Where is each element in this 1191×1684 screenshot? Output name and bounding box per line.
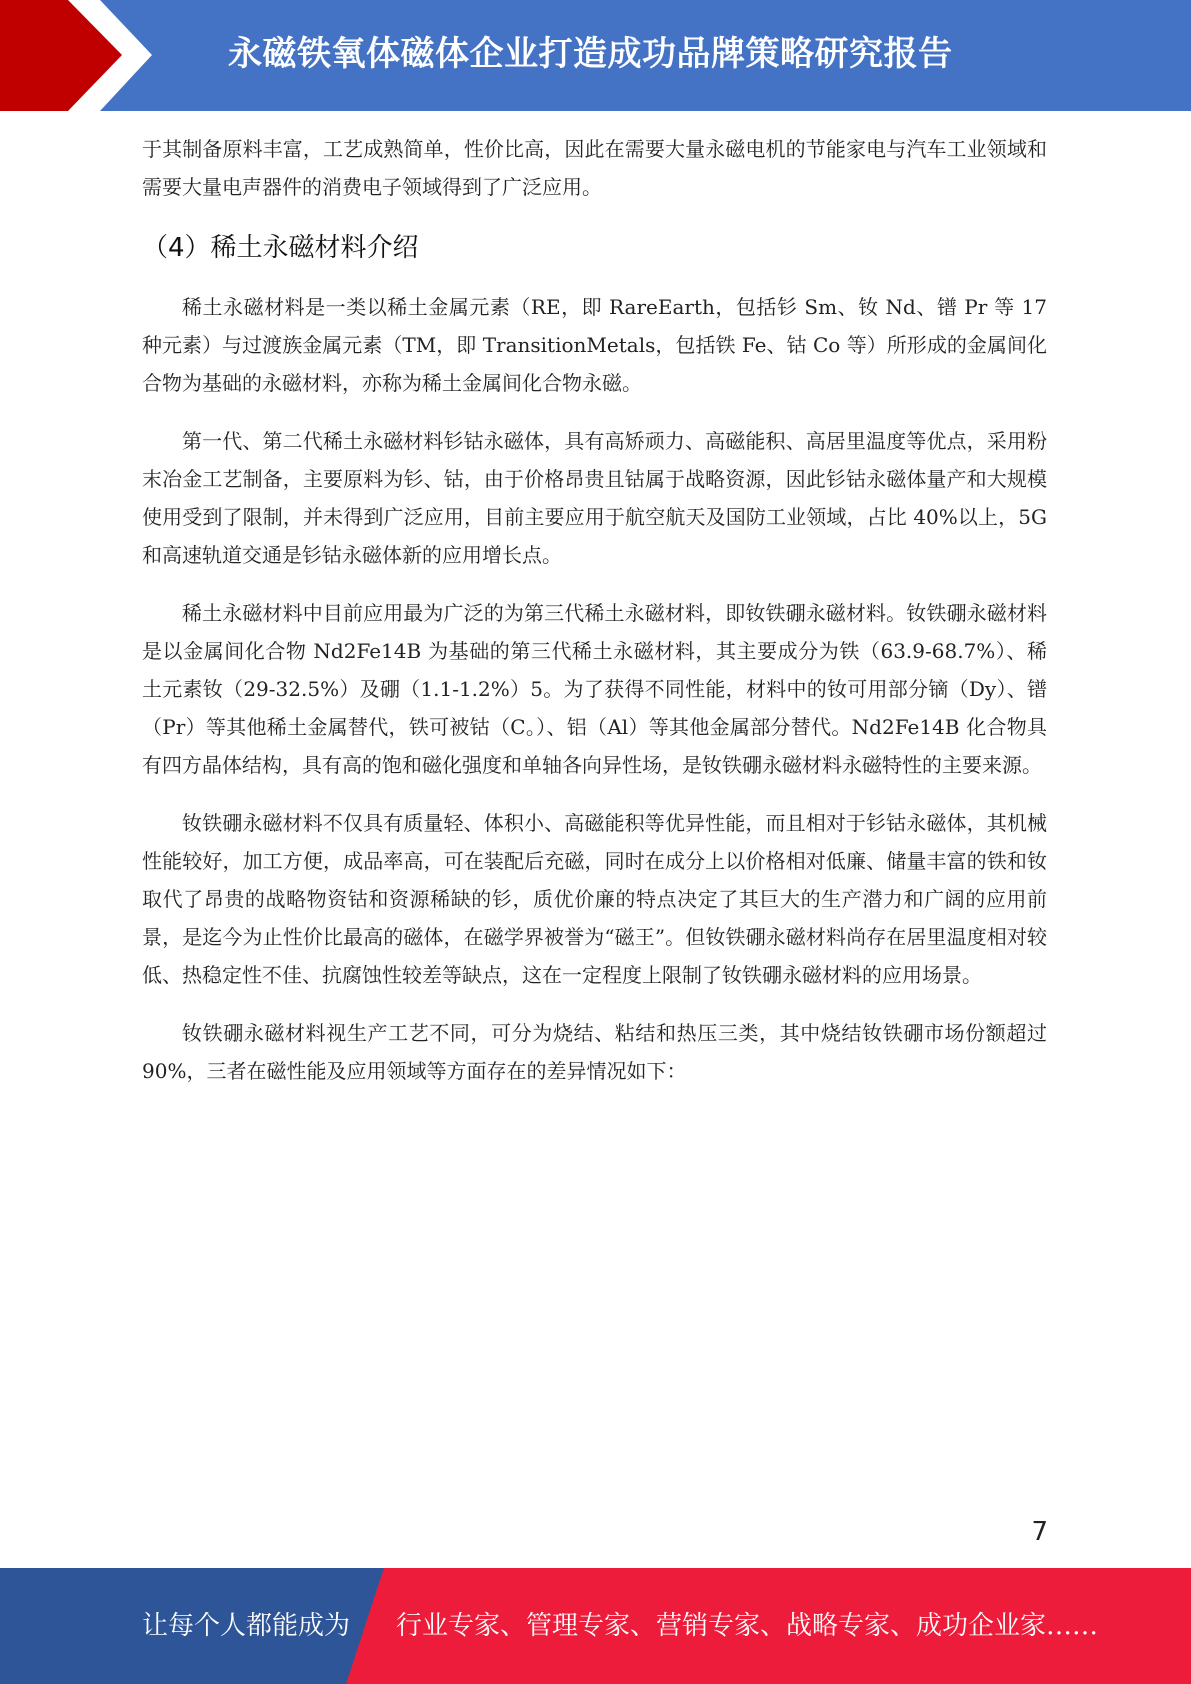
header-banner	[0, 0, 1191, 111]
paragraph-ndfeb-composition: 稀土永磁材料中目前应用最为广泛的为第三代稀土永磁材料，即钕铁硼永磁材料。钕铁硼永磁材料是以金属间化合物 Nd2Fe14B 为基础的第三代稀土永磁材料，其主要成分为铁（63.9-68.7%）、稀土元素钕（29-32.5%）及硼（1.1-1.2%）5。为了获得不同性能，材料中的钕可用部分镝（Dy）、镨（Pr）等其他稀土金属替代，铁可被钴（C。）、铝（Al）等其他金属部分替代。Nd2Fe14B 化合物具有四方晶体结构，具有高的饱和磁化强度和单轴各向异性场，是钕铁硼永磁材料永磁特性的主要来源。	[142, 601, 1047, 777]
footer-banner	[0, 1568, 1191, 1684]
paragraph-rare-earth-definition: 稀土永磁材料是一类以稀土金属元素（RE，即 RareEarth，包括钐 Sm、钕 Nd、镨 Pr 等 17 种元素）与过渡族金属元素（TM，即 TransitionMetals，包括铁 Fe、钴 Co 等）所形成的金属间化合物为基础的永磁材料，亦称为稀土金属间化合物永磁。	[142, 295, 1047, 395]
paragraph-ndfeb-process-types: 钕铁硼永磁材料视生产工艺不同，可分为烧结、粘结和热压三类，其中烧结钕铁硼市场份额超过 90%，三者在磁性能及应用领域等方面存在的差异情况如下：	[142, 1021, 1047, 1083]
page-number: 7	[1031, 1517, 1048, 1547]
intro-continuation-paragraph: 于其制备原料丰富，工艺成熟简单，性价比高，因此在需要大量永磁电机的节能家电与汽车工业领域和需要大量电声器件的消费电子领域得到了广泛应用。	[142, 137, 1047, 199]
paragraph-samarium-cobalt: 第一代、第二代稀土永磁材料钐钴永磁体，具有高矫顽力、高磁能积、高居里温度等优点，采用粉末冶金工艺制备，主要原料为钐、钴，由于价格昂贵且钴属于战略资源，因此钐钴永磁体量产和大规模使用受到了限制，并未得到广泛应用，目前主要应用于航空航天及国防工业领域，占比 40%以上，5G 和高速轨道交通是钐钴永磁体新的应用增长点。	[142, 429, 1047, 567]
footer-slogan-right: 行业专家、管理专家、营销专家、战略专家、成功企业家……	[396, 1611, 1099, 1641]
footer-slogan-left: 让每个人都能成为	[142, 1611, 351, 1641]
document-body	[142, 130, 1047, 1090]
section-heading-rare-earth: （4）稀土永磁材料介绍	[142, 233, 419, 263]
paragraph-ndfeb-advantages: 钕铁硼永磁材料不仅具有质量轻、体积小、高磁能积等优异性能，而且相对于钐钴永磁体，其机械性能较好，加工方便，成品率高，可在装配后充磁，同时在成分上以价格相对低廉、储量丰富的铁和钕取代了昂贵的战略物资钴和资源稀缺的钐，质优价廉的特点决定了其巨大的生产潜力和广阔的应用前景，是迄今为止性价比最高的磁体，在磁学界被誉为“磁王”。但钕铁硼永磁材料尚存在居里温度相对较低、热稳定性不佳、抗腐蚀性较差等缺点，这在一定程度上限制了钕铁硼永磁材料的应用场景。	[142, 811, 1047, 987]
document-title: 永磁铁氧体磁体企业打造成功品牌策略研究报告	[228, 34, 953, 74]
